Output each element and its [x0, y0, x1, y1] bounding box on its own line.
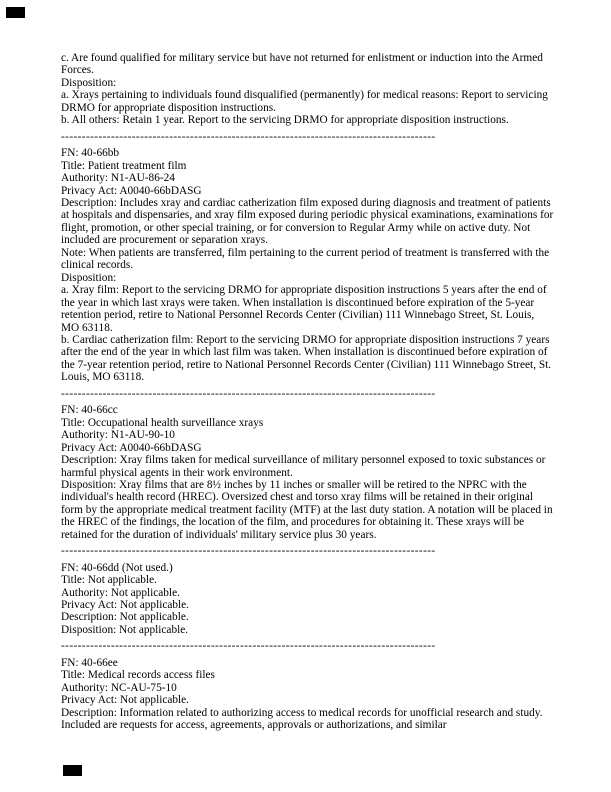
doc-line: Privacy Act: A0040-66bDASG — [61, 184, 202, 197]
doc-line: Disposition: — [61, 271, 117, 284]
doc-line: Authority: Not applicable. — [61, 586, 180, 599]
doc-line: Disposition: Not applicable. — [61, 623, 189, 636]
doc-line: Note: When patients are transferred, film pertaining to the current period of treatment is transferred with the clinical records. — [61, 246, 550, 272]
section-separator: ------------------------------------------------------------------------------------------ — [61, 640, 436, 653]
doc-line: Description: Includes xray and cardiac catherization film exposed during diagnosis and treatment of patients at hospitals and dispensaries, and xray film exposed during periodic physical examinations, examinations for flight, promotion, or other special training, or for conversion to Regular Army while on active duty. Not included are procurement or separation xrays. — [61, 196, 554, 247]
doc-line: FN: 40-66ee — [61, 656, 118, 669]
doc-line: Title: Not applicable. — [61, 574, 157, 587]
doc-line: Authority: N1-AU-86-24 — [61, 172, 175, 185]
doc-line: Title: Patient treatment film — [61, 159, 187, 172]
scan-artifact-bottom-left — [63, 765, 82, 776]
doc-line: Authority: NC-AU-75-10 — [61, 681, 177, 694]
doc-line: Privacy Act: A0040-66bDASG — [61, 441, 202, 454]
document-text — [61, 52, 555, 732]
doc-line: Description: Xray films taken for medical surveillance of military personnel exposed to toxic substances or harmful physical agents in their work environment. — [61, 454, 546, 479]
doc-line: Description: Information related to authorizing access to medical records for unofficial research and study. Included are requests for access, agreements, approvals or authorizations, and similar — [61, 706, 543, 732]
doc-line: FN: 40-66dd (Not used.) — [61, 561, 173, 574]
doc-line: Disposition: — [61, 76, 117, 89]
doc-line: b. Cardiac catherization film: Report to the servicing DRMO for appropriate disposition instructions 7 years after the end of the year in which last film was taken. When installation is discontinued before expiration of the 7-year retention period, retire to National Personnel Records Center (Civilian) 111 Winnebago Street, St. Louis, MO 63118. — [61, 333, 552, 384]
doc-line: Disposition: Xray films that are 8½ inches by 11 inches or smaller will be retired to the NPRC with the individual's health record (HREC). Oversized chest and torso xray films will be retained in their original form by the appropriate medical treatment facility (MTF) at the last duty station. A notation will be placed in the HREC of the findings, the location of the film, and procedures for obtaining it. These xrays will be retained for the duration of individuals' military service plus 30 years. — [61, 478, 553, 541]
section-separator: ------------------------------------------------------------------------------------------ — [61, 130, 436, 143]
doc-line: Title: Medical records access files — [61, 669, 215, 682]
doc-line: Title: Occupational health surveillance xrays — [61, 416, 264, 429]
section-separator: ------------------------------------------------------------------------------------------ — [61, 387, 436, 400]
doc-line: b. All others: Retain 1 year. Report to the servicing DRMO for appropriate disposition instructions. — [61, 114, 509, 127]
doc-line: c. Are found qualified for military service but have not returned for enlistment or induction into the Armed Forces. — [61, 52, 543, 77]
doc-line: Authority: N1-AU-90-10 — [61, 429, 175, 442]
section-separator: ------------------------------------------------------------------------------------------ — [61, 545, 436, 558]
scan-artifact-top-left — [6, 7, 25, 18]
doc-line: FN: 40-66cc — [61, 404, 118, 417]
doc-line: Description: Not applicable. — [61, 611, 189, 624]
doc-line: FN: 40-66bb — [61, 147, 120, 160]
doc-line: Privacy Act: Not applicable. — [61, 694, 189, 707]
doc-line: a. Xray film: Report to the servicing DRMO for appropriate disposition instructions 5 years after the end of the year in which last xrays were taken. When installation is discontinued before expiration of the 5-year retention period, retire to National Personnel Records Center (Civilian) 111 Winnebago Street, St. Louis, MO 63118. — [61, 284, 547, 334]
doc-line: Privacy Act: Not applicable. — [61, 599, 189, 612]
doc-line: a. Xrays pertaining to individuals found disqualified (permanently) for medical reasons: Report to servicing DRMO for appropriate disposition instructions. — [61, 89, 548, 114]
